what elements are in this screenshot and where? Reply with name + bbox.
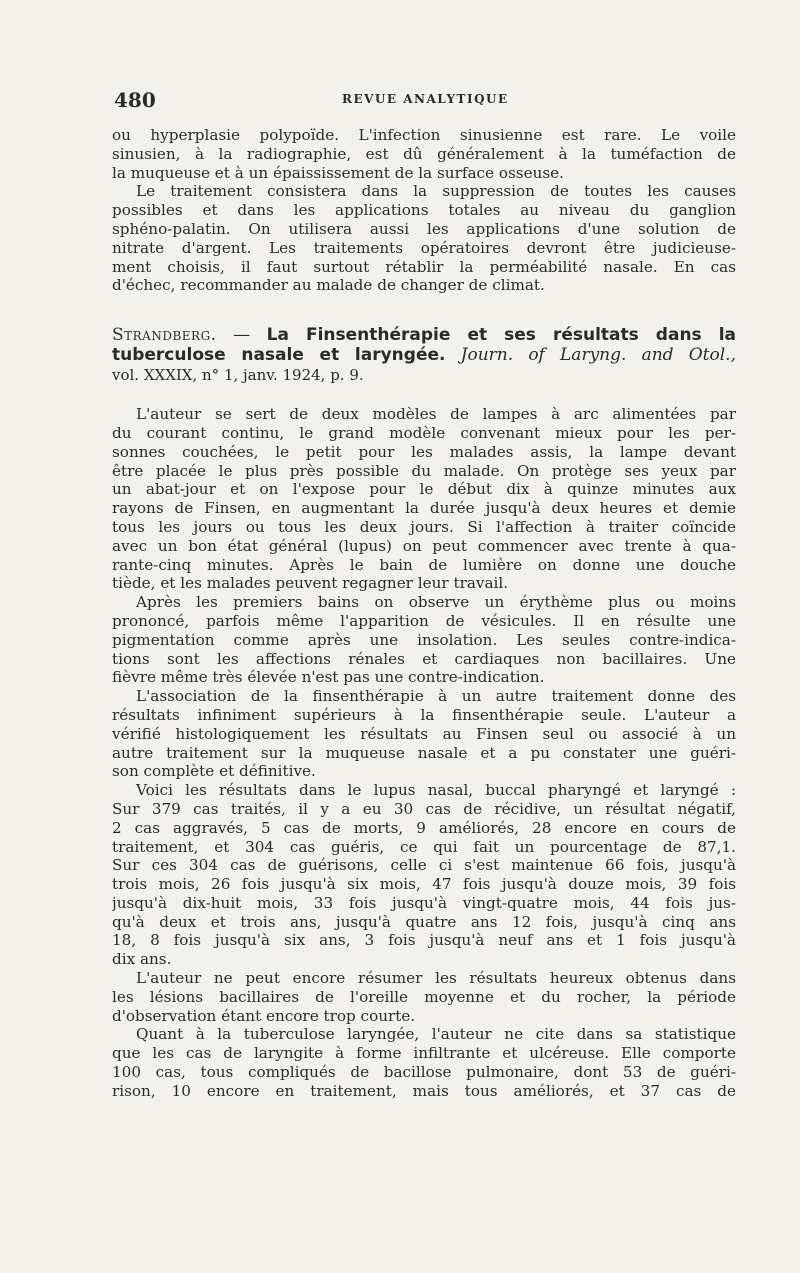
text-line: prononcé, parfois même l'apparition de vésicules. Il en résulte une xyxy=(112,611,736,630)
text-line: dix ans. xyxy=(112,950,172,969)
text-line: qu'à deux et trois ans, jusqu'à quatre ans 12 fois, jusqu'à cinq ans xyxy=(112,912,736,931)
text-line: L'association de la finsenthérapie à un autre traitement donne des xyxy=(136,687,736,706)
article-paragraph-6 xyxy=(112,1025,736,1100)
text-line: que les cas de laryngite à forme infiltrante et ulcéreuse. Elle comporte xyxy=(112,1044,736,1063)
article-reference: vol. XXXIX, n° 1, janv. 1924, p. 9. xyxy=(112,366,364,385)
text-line: ou hyperplasie polypoïde. L'infection sinusienne est rare. Le voile xyxy=(112,126,736,144)
article-paragraph-2 xyxy=(112,593,736,687)
text-line: Sur 379 cas traités, il y a eu 30 cas de récidive, un résultat négatif, xyxy=(112,799,736,818)
text-line: L'auteur se sert de deux modèles de lampes à arc alimentées par xyxy=(136,405,736,424)
article-journal: Journ. of Laryng. and Otol., xyxy=(460,345,736,366)
text-line: être placée le plus près possible du malade. On protège ses yeux par xyxy=(112,461,736,480)
article-title-line-2: tuberculose nasale et laryngée. xyxy=(112,345,446,366)
article-paragraph-5 xyxy=(112,969,736,1025)
text-line: la muqueuse et à un épaississement de la surface osseuse. xyxy=(112,163,564,182)
text-line: un abat-jour et on l'expose pour le début dix à quinze minutes aux xyxy=(112,480,736,499)
text-line: sonnes couchées, le petit pour les malades assis, la lampe devant xyxy=(112,442,736,461)
text-line: 2 cas aggravés, 5 cas de morts, 9 améliorés, 28 encore en cours de xyxy=(112,818,736,837)
intro-paragraph-2 xyxy=(112,182,736,295)
text-line: ment choisis, il faut surtout rétablir la perméabilité nasale. En cas xyxy=(112,257,736,276)
text-line: Après les premiers bains on observe un érythème plus ou moins xyxy=(136,593,736,612)
text-line: rante-cinq minutes. Après le bain de lumière on donne une douche xyxy=(112,555,736,574)
text-line: rison, 10 encore en traitement, mais tous améliorés, et 37 cas de xyxy=(112,1081,736,1100)
text-line: d'observation étant encore trop courte. xyxy=(112,1006,416,1025)
text-line: sinusien, à la radiographie, est dû généralement à la tuméfaction de xyxy=(112,144,736,163)
text-line: nitrate d'argent. Les traitements opératoires devront être judicieuse- xyxy=(112,238,736,257)
text-line: 18, 8 fois jusqu'à six ans, 3 fois jusqu'à neuf ans et 1 fois jusqu'à xyxy=(112,931,736,950)
text-line: fièvre même très élevée n'est pas une contre-indication. xyxy=(112,668,545,687)
article-paragraph-3 xyxy=(112,687,736,781)
text-line: tous les jours ou tous les deux jours. Si l'affection à traiter coïncide xyxy=(112,517,736,536)
text-line: rayons de Finsen, en augmentant la durée jusqu'à deux heures et demie xyxy=(112,499,736,518)
text-line: Sur ces 304 cas de guérisons, celle ci s'est maintenue 66 fois, jusqu'à xyxy=(112,856,736,875)
text-line: vérifié histologiquement les résultats au Finsen seul ou associé à un xyxy=(112,724,736,743)
article-heading xyxy=(112,325,736,385)
article-author: Strandberg. xyxy=(112,325,217,346)
text-line: possibles et dans les applications totales au niveau du ganglion xyxy=(112,201,736,220)
text-line: tions sont les affections rénales et cardiaques non bacillaires. Une xyxy=(112,649,736,668)
body-text xyxy=(112,126,736,1101)
running-title: REVUE ANALYTIQUE xyxy=(342,92,509,106)
article-paragraph-4 xyxy=(112,781,736,969)
intro-paragraph-1 xyxy=(112,126,736,182)
page-header xyxy=(114,88,728,112)
text-line: d'échec, recommander au malade de changer de climat. xyxy=(112,276,545,295)
text-line: pigmentation comme après une insolation. Les seules contre-indica- xyxy=(112,630,736,649)
text-line: sphéno-palatin. On utilisera aussi les applications d'une solution de xyxy=(112,219,736,238)
text-line: traitement, et 304 cas guéris, ce qui fait un pourcentage de 87,1. xyxy=(112,837,736,856)
text-line: tiède, et les malades peuvent regagner leur travail. xyxy=(112,574,509,593)
text-line: du courant continu, le grand modèle convenant mieux pour les per- xyxy=(112,423,736,442)
text-line: L'auteur ne peut encore résumer les résultats heureux obtenus dans xyxy=(136,969,736,988)
article-title-line-1: La Finsenthérapie et ses résultats dans la xyxy=(266,325,736,346)
text-line: les lésions bacillaires de l'oreille moyenne et du rocher, la période xyxy=(112,987,736,1006)
article-paragraph-1 xyxy=(112,405,736,593)
text-line: Quant à la tuberculose laryngée, l'auteur ne cite dans sa statistique xyxy=(136,1025,736,1044)
article-dash: — xyxy=(216,325,267,346)
text-line: 100 cas, tous compliqués de bacillose pulmonaire, dont 53 de guéri- xyxy=(112,1063,736,1082)
text-line: autre traitement sur la muqueuse nasale et a pu constater une guéri- xyxy=(112,743,736,762)
text-line: résultats infiniment supérieurs à la finsenthérapie seule. L'auteur a xyxy=(112,705,736,724)
text-line: son complète et définitive. xyxy=(112,762,316,781)
page-number: 480 xyxy=(114,88,156,112)
text-line: avec un bon état général (lupus) on peut commencer avec trente à qua- xyxy=(112,536,736,555)
text-line: Le traitement consistera dans la suppression de toutes les causes xyxy=(136,182,736,201)
text-line: trois mois, 26 fois jusqu'à six mois, 47 fois jusqu'à douze mois, 39 fois xyxy=(112,875,736,894)
text-line: Voici les résultats dans le lupus nasal, buccal pharyngé et laryngé : xyxy=(136,781,736,800)
text-line: jusqu'à dix-huit mois, 33 fois jusqu'à vingt-quatre mois, 44 fois jus- xyxy=(112,893,736,912)
